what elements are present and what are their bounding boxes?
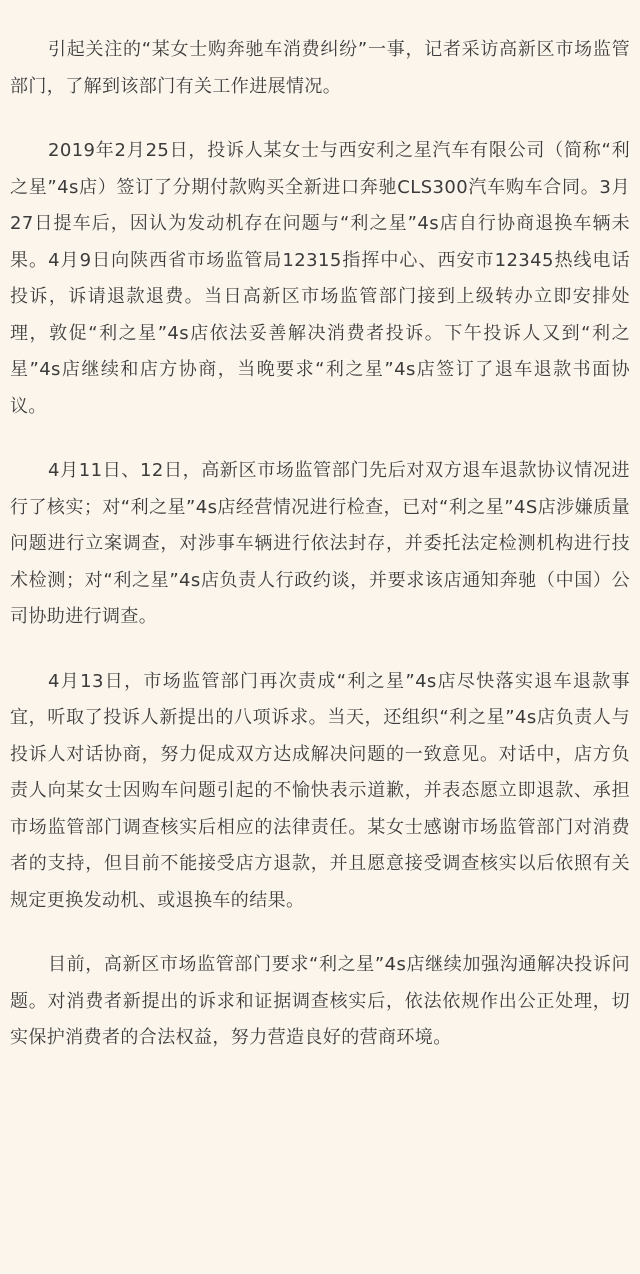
paragraph-verification: 4月11日、12日，高新区市场监管部门先后对双方退车退款协议情况进行了核实；对“利之星”4s店经营情况进行检查，已对“利之星”4S店涉嫌质量问题进行立案调查，对涉事车辆进行依法封存，并委托法定检测机构进行技术检测；对“利之星”4s店负责人行政约谈，并要求该店通知奔驰（中国）公司协助进行调查。 [10, 460, 630, 627]
paragraph-current-status: 目前，高新区市场监管部门要求“利之星”4s店继续加强沟通解决投诉问题。对消费者新提出的诉求和证据调查核实后，依法依规作出公正处理，切实保护消费者的合法权益，努力营造良好的营商环境。 [10, 954, 630, 1048]
paragraph-mediation: 4月13日，市场监管部门再次责成“利之星”4s店尽快落实退车退款事宜，听取了投诉人新提出的八项诉求。当天，还组织“利之星”4s店负责人与投诉人对话协商，努力促成双方达成解决问题的一致意见。对话中，店方负责人向某女士因购车问题引起的不愉快表示道歉，并表态愿立即退款、承担市场监管部门调查核实后相应的法律责任。某女士感谢市场监管部门对消费者的支持，但目前不能接受店方退款，并且愿意接受调查核实以后依照有关规定更换发动机、或退换车的结果。 [10, 670, 630, 911]
paragraph-intro: 引起关注的“某女士购奔驰车消费纠纷”一事，记者采访高新区市场监管部门，了解到该部门有关工作进展情况。 [10, 39, 630, 97]
paragraph-complaint-background: 2019年2月25日，投诉人某女士与西安利之星汽车有限公司（简称“利之星”4s店）签订了分期付款购买全新进口奔驰CLS300汽车购车合同。3月27日提车后，因认为发动机存在问题与“利之星”4s店自行协商退换车辆未果。4月9日向陕西省市场监管局12315指挥中心、西安市12345热线电话投诉，诉请退款退费。当日高新区市场监管部门接到上级转办立即安排处理，敦促“利之星”4s店依法妥善解决消费者投诉。下午投诉人又到“利之星”4s店继续和店方协商，当晚要求“利之星”4s店签订了退车退款书面协议。 [10, 140, 630, 417]
